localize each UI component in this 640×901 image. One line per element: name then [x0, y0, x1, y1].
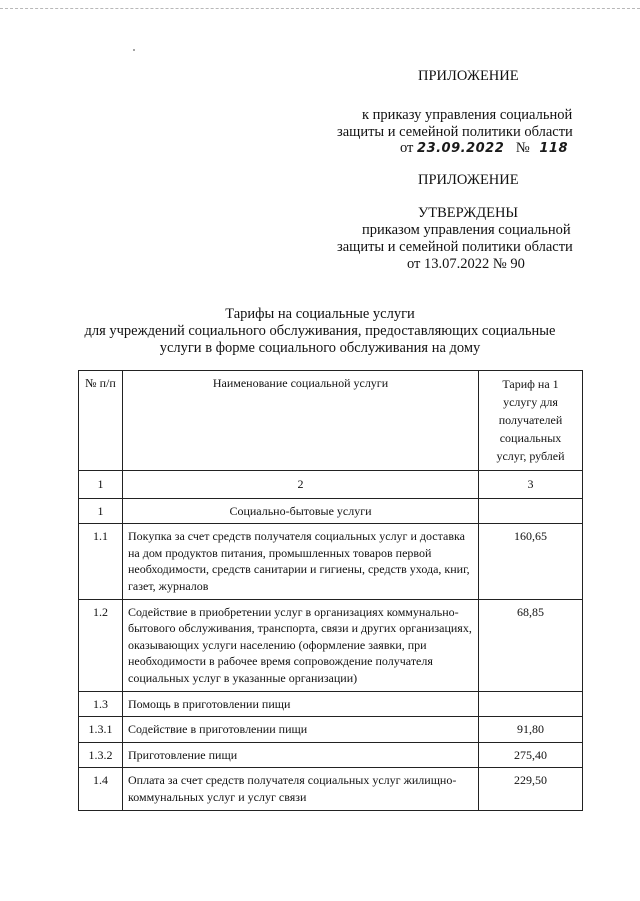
row-num: 1: [79, 498, 123, 524]
annex-second-from-line: от 13.07.2022 № 90: [407, 256, 525, 272]
annex-top-line2: защиты и семейной политики области: [337, 124, 573, 140]
row-price: 68,85: [479, 599, 583, 691]
row-price: [479, 691, 583, 717]
row-name: Приготовление пищи: [123, 742, 479, 768]
annex-top-heading: ПРИЛОЖЕНИЕ: [418, 68, 519, 84]
row-price: 275,40: [479, 742, 583, 768]
document-title-line2: для учреждений социального обслуживания, предоставляющих социальные: [84, 323, 556, 339]
annex-second-heading: ПРИЛОЖЕНИЕ: [418, 172, 519, 188]
handwritten-date: 23.09.2022: [417, 141, 505, 156]
table-row: [79, 524, 583, 599]
table-header-row: [79, 371, 583, 471]
scan-speck: [133, 49, 135, 51]
annex-second-line1: приказом управления социальной: [362, 222, 571, 238]
row-num: 1.1: [79, 524, 123, 599]
annex-top-from-line: [400, 140, 568, 157]
row-name: Помощь в приготовлении пищи: [123, 691, 479, 717]
scan-border-line: [0, 8, 640, 9]
index-cell: 3: [479, 471, 583, 499]
index-cell: 2: [123, 471, 479, 499]
row-price: 160,65: [479, 524, 583, 599]
row-price: [479, 498, 583, 524]
section-title: Социально-бытовые услуги: [123, 498, 479, 524]
row-name: Содействие в приобретении услуг в организациях коммунально-бытового обслуживания, транспорта, связи и других организациях, оказывающих услуги населению (оформление заявки, при необходимости в рабочее время сопровождение получателя социальных услуг в указанные организации): [123, 599, 479, 691]
table-row: [79, 742, 583, 768]
row-price: 91,80: [479, 717, 583, 743]
table-row: [79, 768, 583, 810]
table-row: [79, 691, 583, 717]
row-name: Содействие в приготовлении пищи: [123, 717, 479, 743]
row-num: 1.3.1: [79, 717, 123, 743]
handwritten-number: 118: [539, 141, 569, 156]
row-name: Покупка за счет средств получателя социальных услуг и доставка на дом продуктов питания, промышленных товаров первой необходимости, средств санитарии и гигиены, средств ухода, книг, газет, журналов: [123, 524, 479, 599]
approved-label: УТВЕРЖДЕНЫ: [418, 205, 519, 221]
row-num: 1.3.2: [79, 742, 123, 768]
document-title-line3: услуги в форме социального обслуживания на дому: [159, 340, 481, 356]
row-num: 1.2: [79, 599, 123, 691]
from-prefix: от: [400, 140, 414, 156]
row-num: 1.4: [79, 768, 123, 810]
annex-second-line2: защиты и семейной политики области: [337, 239, 573, 255]
header-price: Тариф на 1 услугу для получателей социальных услуг, рублей: [479, 371, 583, 471]
header-name: Наименование социальной услуги: [123, 371, 479, 471]
row-num: 1.3: [79, 691, 123, 717]
table-row: [79, 498, 583, 524]
tariffs-table: [78, 370, 583, 811]
number-sign: №: [515, 140, 530, 156]
row-name: Оплата за счет средств получателя социальных услуг жилищно-коммунальных услуг и услуг связи: [123, 768, 479, 810]
index-cell: 1: [79, 471, 123, 499]
annex-top-line1: к приказу управления социальной: [362, 107, 573, 123]
table-index-row: [79, 471, 583, 499]
table-row: [79, 599, 583, 691]
table-row: [79, 717, 583, 743]
row-price: 229,50: [479, 768, 583, 810]
header-num: № п/п: [79, 371, 123, 471]
document-title-line1: Тарифы на социальные услуги: [225, 306, 415, 322]
